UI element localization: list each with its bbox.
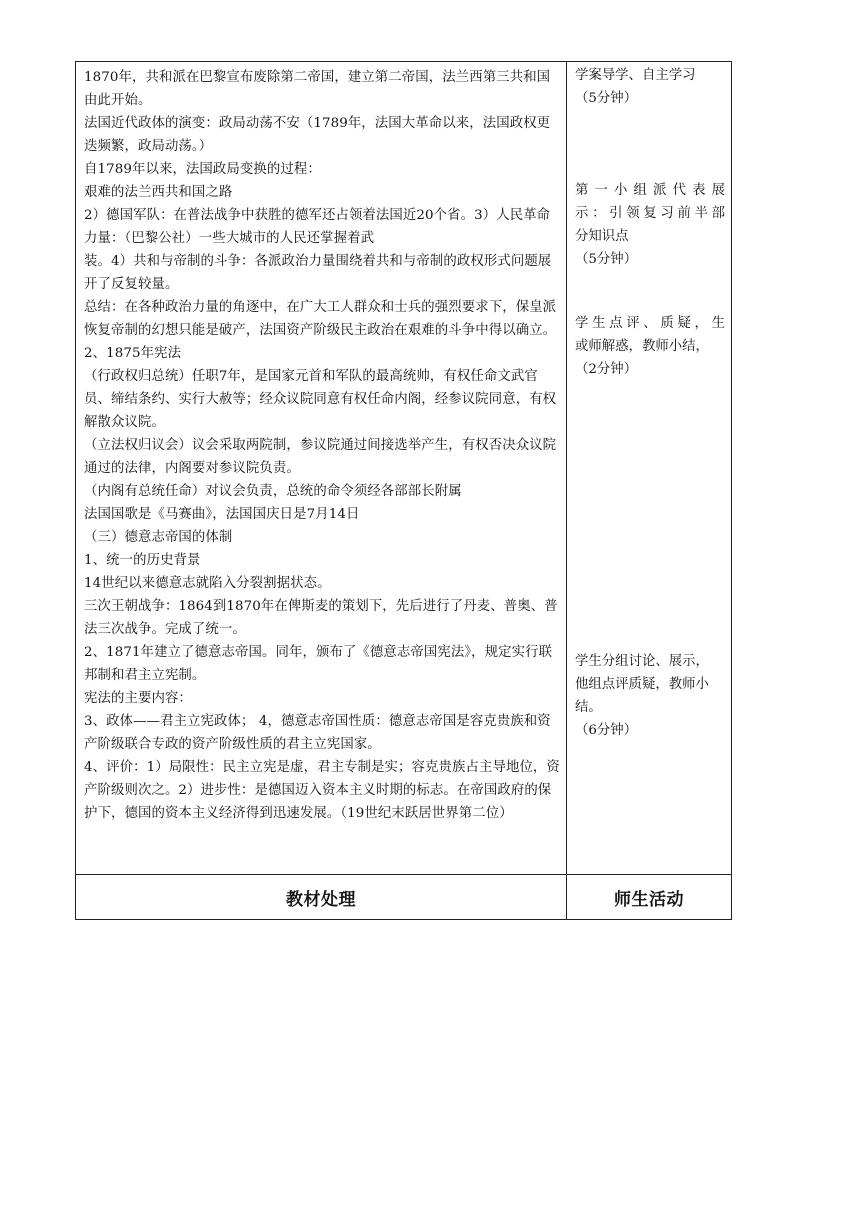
activity-column [567,62,731,874]
activity-time: （5分钟） [575,252,638,267]
activity-block-group-presentation [575,179,725,271]
content-paragraph: 法国国歌是《马赛曲》，法国国庆日是7月14日 [84,507,360,522]
content-paragraph: 法国近代政体的演变：政局动荡不安（1789年，法国大革命以来，法国政权更迭频繁，政局动荡。） [84,116,551,154]
activity-line: 学案导学、自主学习 [575,68,696,83]
content-paragraph: 2、1871年建立了德意志帝国。同年，颁布了《德意志帝国宪法》，规定实行联邦制和君主立宪制。 [84,645,553,683]
activity-block-peer-review [575,312,725,381]
activity-line: 学生点评、质疑，生 [575,316,725,331]
activity-time: （6分钟） [575,723,638,738]
content-paragraph: （立法权归议会）议会采取两院制，参议院通过间接选举产生，有权否决众议院通过的法律，内阁要对参议院负责。 [84,438,557,476]
content-text [76,62,566,825]
content-row [76,62,732,875]
content-paragraph: 宪法的主要内容： [84,691,192,706]
footer-right-cell [567,875,732,920]
activity-time: （2分钟） [575,362,638,377]
activity-time: （5分钟） [575,91,638,106]
content-paragraph: 艰难的法兰西共和国之路 [84,185,233,200]
content-paragraph: 2）德国军队：在普法战争中获胜的德军还占领着法国近20个省。3）人民革命力量：（巴黎公社）一些大城市的人民还掌握着武 [84,208,551,246]
content-paragraph: （行政权归总统）任职7年，是国家元首和军队的最高统帅，有权任命文武官员、缔结条约、实行大赦等；经众议院同意有权任命内阁，经参议院同意，有权解散众议院。 [84,369,557,430]
teacher-student-activity-label: 师生活动 [614,889,684,910]
material-handling-label: 教材处理 [286,889,356,910]
activity-line: 示：引领复习前半部 [575,206,725,221]
activity-line: 他组点评质疑，教师小 [575,677,709,692]
content-paragraph: 总结：在各种政治力量的角逐中，在广大工人群众和士兵的强烈要求下，保皇派恢复帝制的幻想只能是破产，法国资产阶级民主政治在艰难的斗争中得以确立。 [84,300,557,338]
content-cell [76,62,567,875]
activity-line: 第一小组派代表展 [575,183,725,198]
activity-block-group-discussion [575,650,725,742]
content-paragraph: 装。4）共和与帝制的斗争：各派政治力量围绕着共和与帝制的政权形式问题展开了反复较量。 [84,254,552,292]
content-paragraph: （内阁有总统任命）对议会负责，总统的命令须经各部部长附属 [84,484,462,499]
content-heading: 1、统一的历史背景 [84,553,201,568]
activity-cell [567,62,732,875]
content-paragraph: 4、评价：1）局限性：民主立宪是虚，君主专制是实；容克贵族占主导地位，资产阶级则次之。2）进步性：是德国迈入资本主义时期的标志。在帝国政府的保护下，德国的资本主义经济得到迅速发展。（19世纪末跃居世界第二位） [84,760,560,821]
activity-block-self-study [575,64,725,110]
activity-line: 结。 [575,700,602,715]
footer-left-cell [76,875,567,920]
footer-row [76,875,732,920]
content-paragraph: 三次王朝战争：1864到1870年在俾斯麦的策划下，先后进行了丹麦、普奥、普法三次战争。完成了统一。 [84,599,558,637]
content-heading: （三）德意志帝国的体制 [84,530,233,545]
lesson-plan-table [75,61,732,920]
content-paragraph: 1870年，共和派在巴黎宣布废除第二帝国，建立第二帝国，法兰西第三共和国由此开始。 [84,70,551,108]
content-paragraph: 14世纪以来德意志就陷入分裂割据状态。 [84,576,331,591]
content-paragraph: 自1789年以来，法国政局变换的过程： [84,162,321,177]
activity-line: 分知识点 [575,229,629,244]
activity-line: 学生分组讨论、展示， [575,654,709,669]
content-paragraph: 3、政体——君主立宪政体； 4，德意志帝国性质：德意志帝国是容克贵族和资产阶级联合专政的资产阶级性质的君主立宪国家。 [84,714,551,752]
content-heading: 2、1875年宪法 [84,346,182,361]
activity-line: 或师解惑，教师小结， [575,339,709,354]
